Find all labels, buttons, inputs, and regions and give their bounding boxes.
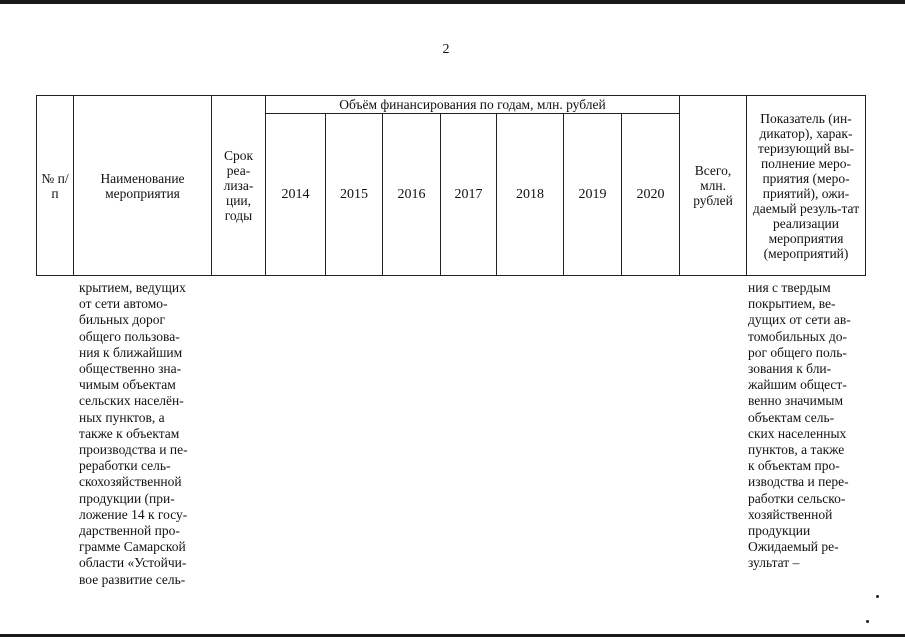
header-year-2016: 2016 — [383, 114, 441, 276]
header-year-2015: 2015 — [326, 114, 383, 276]
header-total: Всего, млн. рублей — [680, 96, 747, 276]
text-line: дущих от сети ав- — [748, 312, 851, 328]
top-border-rule — [0, 0, 905, 4]
text-line: работки сельско- — [748, 490, 846, 506]
text-line: зования к бли- — [748, 361, 832, 377]
text-line: области «Устойчи- — [79, 555, 187, 571]
text-line: сельских населён- — [79, 393, 184, 409]
text-line: рог общего поль- — [748, 344, 847, 360]
text-line: вое развитие сель- — [79, 571, 186, 587]
header-year-2017: 2017 — [441, 114, 497, 276]
bottom-border-rule — [0, 634, 905, 637]
text-line: ских населенных — [748, 425, 847, 441]
text-line: общественно зна- — [79, 361, 182, 377]
text-line: продукции (при- — [79, 490, 175, 506]
header-number: № п/п — [37, 96, 74, 276]
header-year-2020: 2020 — [622, 114, 680, 276]
text-line: покрытием, ве- — [748, 296, 836, 312]
text-line: изводства и пере- — [748, 474, 849, 490]
text-line: крытием, ведущих — [79, 280, 186, 295]
scan-speck — [876, 595, 879, 598]
text-line: пунктов, а также — [748, 442, 845, 458]
text-line: продукции — [748, 523, 811, 539]
text-line: Ожидаемый ре- — [748, 539, 839, 555]
text-line: жайшим общест- — [748, 377, 847, 393]
header-term: Срок реа-лиза-ции, годы — [212, 96, 266, 276]
text-line: также к объектам — [79, 425, 180, 441]
text-line: венно значимым — [748, 393, 844, 409]
text-line: чимым объектам — [79, 377, 176, 393]
text-line: скохозяйственной — [79, 474, 182, 490]
text-line: дарственной про- — [79, 523, 180, 539]
scan-speck — [866, 620, 869, 623]
header-year-2014: 2014 — [266, 114, 326, 276]
text-line: ния к ближайшим — [79, 344, 183, 360]
text-line: ных пунктов, а — [79, 409, 165, 425]
header-funding: Объём финансирования по годам, млн. рублей — [266, 96, 680, 114]
header-year-2019: 2019 — [564, 114, 622, 276]
page-number: 2 — [442, 42, 450, 57]
text-line: ложение 14 к госу- — [79, 506, 188, 522]
header-indicator: Показатель (ин-дикатор), харак-теризующий вы-полнение меро-приятия (меро-приятий), ожи-даемый резуль-тат реализации мероприятия (мероприятий) — [747, 96, 866, 276]
text-line: зультат – — [748, 555, 800, 571]
text-line: хозяйственной — [748, 506, 833, 522]
measure-name-text — [79, 280, 207, 588]
text-line: объектам сель- — [748, 409, 835, 425]
text-line: бильных дорог — [79, 312, 166, 328]
text-line: грамме Самарской — [79, 539, 186, 555]
header-name: Наименование мероприятия — [74, 96, 212, 276]
text-line: производства и пе- — [79, 442, 188, 458]
text-line: томобильных до- — [748, 328, 848, 344]
text-line: ния с твердым — [748, 280, 831, 295]
text-line: к объектам про- — [748, 458, 840, 474]
indicator-text — [748, 280, 861, 572]
text-line: общего пользова- — [79, 328, 180, 344]
header-year-2018: 2018 — [497, 114, 564, 276]
program-table-header — [36, 95, 866, 276]
text-line: от сети автомо- — [79, 296, 168, 312]
text-line: реработки сель- — [79, 458, 171, 474]
